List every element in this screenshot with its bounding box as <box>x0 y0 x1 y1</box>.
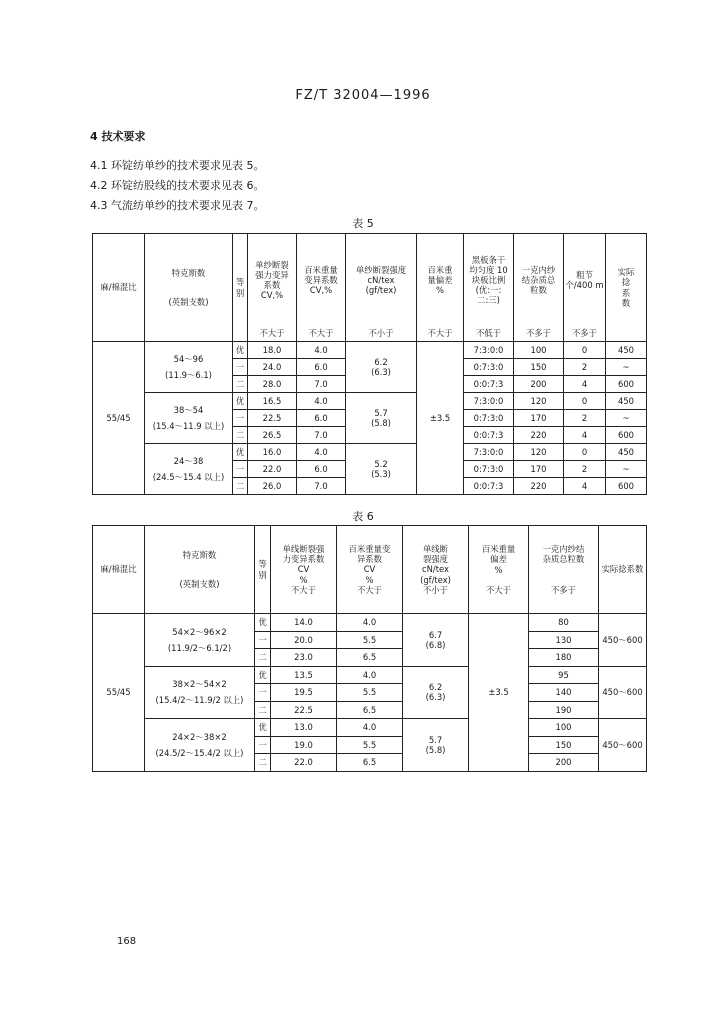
t6-grade: 一 <box>255 736 271 754</box>
t6-grade: 一 <box>255 684 271 702</box>
t5-cv: 22.5 <box>248 410 297 427</box>
header-line: 不大于 <box>356 584 383 595</box>
header-line: CV,% <box>309 284 333 295</box>
t5-impurity: 170 <box>514 461 564 478</box>
header-line: 百米重量 <box>481 544 516 555</box>
table5-caption: 表 5 <box>352 217 374 230</box>
t5-twist: 450 <box>606 342 647 359</box>
t5-ratio: 55/45 <box>93 342 145 495</box>
t6-weight-cv: 5.5 <box>337 736 403 754</box>
t5-grade: 一 <box>233 461 248 478</box>
t5-grade: 二 <box>233 478 248 495</box>
t5-impurity: 200 <box>514 376 564 393</box>
t5-cv: 24.0 <box>248 359 297 376</box>
t5-header-tex <box>145 234 233 342</box>
t6-tex <box>145 719 255 772</box>
t5-cv: 16.0 <box>248 444 297 461</box>
t6-weight-cv: 6.5 <box>337 754 403 772</box>
document-header: FZ/T 32004—1996 <box>295 88 431 103</box>
header-line: 黑板条干 <box>471 254 506 265</box>
header-line: cN/tex <box>422 564 449 575</box>
t6-header-cv <box>271 526 337 614</box>
t5-limit-dev: 不大于 <box>417 326 464 342</box>
t6-weight-cv: 6.5 <box>337 649 403 667</box>
t5-impurity: 120 <box>514 393 564 410</box>
header-line: 均匀度 10 <box>469 264 508 275</box>
t5-weight-cv: 7.0 <box>297 427 346 444</box>
header-line: 不小于 <box>422 584 449 595</box>
header-line: 系 <box>621 287 631 298</box>
header-line: 实际 <box>617 267 635 278</box>
table-5 <box>92 233 647 495</box>
header-line: CV <box>297 564 310 575</box>
t6-strength <box>403 614 469 667</box>
t6-tex-value: 54×2～96×2 <box>172 626 227 637</box>
header-line: cN/tex <box>367 274 395 285</box>
header-line: 单纱断裂 <box>255 259 289 270</box>
t5-tex-eng: (15.4～11.9 以上) <box>152 421 225 431</box>
t6-impurity: 130 <box>529 631 599 649</box>
header-line: CV,% <box>260 289 284 300</box>
t6-header-strength <box>403 526 469 614</box>
t5-impurity: 220 <box>514 478 564 495</box>
t6-cv: 19.5 <box>271 684 337 702</box>
t6-impurity: 150 <box>529 736 599 754</box>
t6-cv: 20.0 <box>271 631 337 649</box>
header-line: 二:三) <box>477 294 500 305</box>
t6-header-weight-cv <box>337 526 403 614</box>
t6-header-impurity <box>529 526 599 614</box>
t5-weight-cv: 4.0 <box>297 342 346 359</box>
t5-limit-slub: 不多于 <box>564 326 606 342</box>
section-heading: 4 技术要求 <box>90 130 146 143</box>
t5-tex-eng: (11.9～6.1) <box>165 370 212 380</box>
t6-strength <box>403 666 469 719</box>
t5-slub: 4 <box>564 427 606 444</box>
table-6 <box>92 525 647 772</box>
t6-weight-cv: 5.5 <box>337 631 403 649</box>
t5-weight-cv: 4.0 <box>297 393 346 410</box>
t5-header-grade <box>233 234 248 342</box>
header-line: 单线断 <box>422 544 449 555</box>
t5-grade: 二 <box>233 376 248 393</box>
t5-cv: 28.0 <box>248 376 297 393</box>
t5-header-dev <box>417 234 464 326</box>
t6-grade: 二 <box>255 754 271 772</box>
t5-twist: ~ <box>606 461 647 478</box>
t6-impurity: 190 <box>529 701 599 719</box>
t5-limit-evenness: 不低于 <box>464 326 514 342</box>
t6-tex-eng: (11.9/2～6.1/2) <box>167 642 232 653</box>
t6-deviation: ±3.5 <box>469 614 529 772</box>
t5-slub: 2 <box>564 410 606 427</box>
t5-evenness: 7:3:0:0 <box>464 444 514 461</box>
t5-evenness: 0:7:3:0 <box>464 410 514 427</box>
t6-header-grade <box>255 526 271 614</box>
t6-tex-eng: (15.4/2～11.9/2 以上) <box>155 695 244 706</box>
t6-impurity: 100 <box>529 719 599 737</box>
t6-strength-value: 6.2 <box>428 682 443 693</box>
t5-cv: 22.0 <box>248 461 297 478</box>
t6-tex-value: 24×2～38×2 <box>172 731 227 742</box>
t5-header-strength <box>346 234 417 326</box>
t6-grade: 优 <box>255 666 271 684</box>
header-line: 捻 <box>621 277 631 288</box>
t5-strength-value: 5.2 <box>374 458 388 469</box>
t6-impurity: 180 <box>529 649 599 667</box>
t6-header-dev <box>469 526 529 614</box>
t5-slub: 4 <box>564 478 606 495</box>
t6-cv: 22.0 <box>271 754 337 772</box>
requirement-line: 4.3 气流纺单纱的技术要求见表 7。 <box>90 199 265 212</box>
t5-limit-cv: 不大于 <box>248 326 297 342</box>
t5-grade: 优 <box>233 444 248 461</box>
header-line: 数 <box>621 297 631 308</box>
header-line: 个/400 m <box>565 279 604 290</box>
t5-twist: ~ <box>606 359 647 376</box>
t6-twist: 450～600 <box>599 719 647 772</box>
t6-cv: 19.0 <box>271 736 337 754</box>
header-line: 别 <box>258 569 267 580</box>
requirement-line: 4.2 环锭纺股线的技术要求见表 6。 <box>90 179 265 192</box>
t5-tex-value: 54～96 <box>173 353 204 364</box>
t6-grade: 二 <box>255 701 271 719</box>
t6-tex <box>145 666 255 719</box>
t5-header-ratio: 麻/棉混比 <box>93 234 145 342</box>
table6-caption: 表 6 <box>352 510 374 523</box>
t5-header-cv <box>248 234 297 326</box>
t5-evenness: 0:0:7:3 <box>464 376 514 393</box>
header-line: 一克内纱 <box>521 264 556 275</box>
header-line: 百米重量变 <box>348 544 391 555</box>
t5-cv: 26.0 <box>248 478 297 495</box>
t6-twist: 450～600 <box>599 614 647 667</box>
requirement-line: 4.1 环锭纺单纱的技术要求见表 5。 <box>90 159 265 172</box>
t5-twist: 450 <box>606 393 647 410</box>
t6-cv: 13.5 <box>271 666 337 684</box>
t6-impurity: 95 <box>529 666 599 684</box>
t6-grade: 优 <box>255 719 271 737</box>
header-line: 量偏差 <box>427 274 453 285</box>
header-line: (英制支数) <box>168 296 209 307</box>
header-line: 一克内纱结 <box>542 544 585 555</box>
t5-slub: 0 <box>564 393 606 410</box>
t6-weight-cv: 5.5 <box>337 684 403 702</box>
header-line: 系数 <box>263 279 281 290</box>
header-line: 结杂质总 <box>521 274 556 285</box>
header-line: 不大于 <box>290 584 317 595</box>
t6-weight-cv: 4.0 <box>337 666 403 684</box>
header-line: CV <box>363 564 376 575</box>
t6-ratio: 55/45 <box>93 614 145 772</box>
t6-strength-value: 6.7 <box>428 629 443 640</box>
header-line: (英制支数) <box>179 578 220 589</box>
t5-twist: 600 <box>606 376 647 393</box>
header-line: 力变异系数 <box>282 554 325 565</box>
header-line: % <box>494 564 503 575</box>
t5-impurity: 100 <box>514 342 564 359</box>
t6-strength-gf: (6.8) <box>425 639 446 650</box>
t5-strength-gf: (6.3) <box>371 367 391 377</box>
t6-weight-cv: 6.5 <box>337 701 403 719</box>
t5-evenness: 7:3:0:0 <box>464 342 514 359</box>
header-line: 强力变异 <box>255 269 289 280</box>
t5-cv: 18.0 <box>248 342 297 359</box>
header-line: (gf/tex) <box>365 284 397 295</box>
t5-header-impurity <box>514 234 564 326</box>
header-line: 单线断裂强 <box>282 544 325 555</box>
t6-strength <box>403 719 469 772</box>
t5-header-twist <box>606 234 647 342</box>
t6-tex-value: 38×2～54×2 <box>172 679 227 690</box>
header-line: 百米重 <box>427 264 453 275</box>
t6-header-ratio: 麻/棉混比 <box>93 526 145 614</box>
t5-slub: 0 <box>564 342 606 359</box>
t5-impurity: 170 <box>514 410 564 427</box>
t5-impurity: 120 <box>514 444 564 461</box>
t5-header-evenness <box>464 234 514 326</box>
t6-impurity: 80 <box>529 614 599 632</box>
t5-twist: 600 <box>606 427 647 444</box>
t5-header-weight-cv <box>297 234 346 326</box>
t5-tex-value: 24～38 <box>173 455 204 466</box>
header-line: 不大于 <box>485 584 512 595</box>
t5-tex-value: 38～54 <box>173 404 204 415</box>
t5-weight-cv: 4.0 <box>297 444 346 461</box>
t6-cv: 23.0 <box>271 649 337 667</box>
t5-slub: 2 <box>564 461 606 478</box>
header-line: 块板比例 <box>471 274 506 285</box>
t6-grade: 二 <box>255 649 271 667</box>
t6-impurity: 200 <box>529 754 599 772</box>
header-line: 别 <box>235 287 245 298</box>
header-line: 特克斯数 <box>182 550 217 561</box>
page-number: 168 <box>117 936 137 947</box>
t6-grade: 一 <box>255 631 271 649</box>
t5-slub: 4 <box>564 376 606 393</box>
t5-tex <box>145 444 233 495</box>
t5-cv: 16.5 <box>248 393 297 410</box>
t5-twist: 450 <box>606 444 647 461</box>
t5-slub: 2 <box>564 359 606 376</box>
header-line: 等 <box>258 559 267 570</box>
t5-weight-cv: 6.0 <box>297 410 346 427</box>
t6-strength-gf: (5.8) <box>425 744 446 755</box>
header-line: 异系数 <box>356 554 383 565</box>
t5-weight-cv: 6.0 <box>297 359 346 376</box>
t5-weight-cv: 7.0 <box>297 376 346 393</box>
t6-weight-cv: 4.0 <box>337 719 403 737</box>
t5-impurity: 220 <box>514 427 564 444</box>
t5-grade: 二 <box>233 427 248 444</box>
header-line: 等 <box>235 277 245 288</box>
t6-tex-eng: (24.5/2～15.4/2 以上) <box>155 747 244 758</box>
t5-strength <box>346 393 417 444</box>
header-line: 百米重量 <box>304 264 338 275</box>
header-line: (优:一: <box>475 284 502 295</box>
t5-limit-impurity: 不多于 <box>514 326 564 342</box>
t6-grade: 优 <box>255 614 271 632</box>
header-line: 杂质总粒数 <box>542 554 585 565</box>
t5-limit-strength: 不小于 <box>346 326 417 342</box>
t5-grade: 一 <box>233 359 248 376</box>
t5-grade: 优 <box>233 393 248 410</box>
t5-strength-gf: (5.8) <box>371 418 391 428</box>
t6-header-twist: 实际捻系数 <box>599 526 647 614</box>
t5-slub: 0 <box>564 444 606 461</box>
header-line: 粗节 <box>576 269 593 280</box>
t6-strength-value: 5.7 <box>428 734 443 745</box>
header-line: 偏差 <box>490 554 507 565</box>
t5-strength-value: 6.2 <box>374 356 388 367</box>
header-line: % <box>436 284 444 295</box>
t5-evenness: 0:0:7:3 <box>464 427 514 444</box>
t5-twist: 600 <box>606 478 647 495</box>
t5-header-slub <box>564 234 606 326</box>
t5-impurity: 150 <box>514 359 564 376</box>
t6-cv: 13.0 <box>271 719 337 737</box>
t6-cv: 14.0 <box>271 614 337 632</box>
t6-cv: 22.5 <box>271 701 337 719</box>
t5-weight-cv: 7.0 <box>297 478 346 495</box>
t6-tex <box>145 614 255 667</box>
t5-deviation: ±3.5 <box>417 342 464 495</box>
t5-evenness: 7:3:0:0 <box>464 393 514 410</box>
t6-header-tex <box>145 526 255 614</box>
header-line: 特克斯数 <box>171 268 206 279</box>
t6-strength-gf: (6.3) <box>425 692 446 703</box>
t5-evenness: 0:7:3:0 <box>464 359 514 376</box>
t5-twist: ~ <box>606 410 647 427</box>
t5-limit-weight_cv: 不大于 <box>297 326 346 342</box>
t5-weight-cv: 6.0 <box>297 461 346 478</box>
t6-impurity: 140 <box>529 684 599 702</box>
t6-weight-cv: 4.0 <box>337 614 403 632</box>
header-line: 裂强度 <box>422 554 449 565</box>
t5-tex <box>145 342 233 393</box>
t5-grade: 一 <box>233 410 248 427</box>
header-line: 变异系数 <box>304 274 338 285</box>
header-line: % <box>299 574 308 585</box>
header-line: 不多于 <box>550 584 577 595</box>
t5-tex <box>145 393 233 444</box>
t5-cv: 26.5 <box>248 427 297 444</box>
t5-grade: 优 <box>233 342 248 359</box>
t5-strength <box>346 444 417 495</box>
t6-twist: 450～600 <box>599 666 647 719</box>
t5-strength-gf: (5.3) <box>371 469 391 479</box>
header-line: 单纱断裂强度 <box>355 264 407 275</box>
t5-evenness: 0:7:3:0 <box>464 461 514 478</box>
header-line: (gf/tex) <box>420 574 451 585</box>
t5-strength-value: 5.7 <box>374 407 388 418</box>
header-line: 粒数 <box>530 284 547 295</box>
t5-strength <box>346 342 417 393</box>
t5-evenness: 0:0:7:3 <box>464 478 514 495</box>
t5-tex-eng: (24.5～15.4 以上) <box>152 472 225 482</box>
header-line: % <box>365 574 374 585</box>
